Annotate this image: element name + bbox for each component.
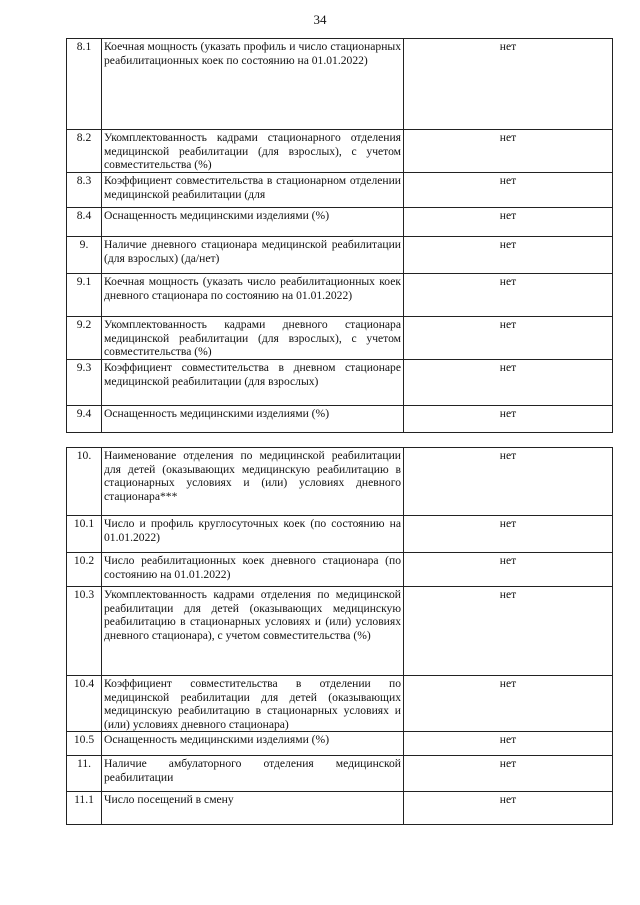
row-indicator: Коэффициент совместительства в отделении по медицинской реабилитации для детей (оказывающих медицинскую реабилитацию в стационарных условиях и (или) условиях дневного стационара) <box>102 676 404 732</box>
row-number: 10.2 <box>67 553 102 587</box>
row-number: 10.4 <box>67 676 102 732</box>
row-indicator: Укомплектованность кадрами стационарного отделения медицинской реабилитации (для взрослых), с учетом совместительства (%) <box>102 130 404 173</box>
table-row <box>67 792 613 825</box>
row-number: 11.1 <box>67 792 102 825</box>
row-indicator: Укомплектованность кадрами отделения по медицинской реабилитации для детей (оказывающих медицинскую реабилитацию в стационарных условиях и (или) условиях дневного стационара), с учетом совместительства (%) <box>102 587 404 676</box>
row-number: 10.1 <box>67 516 102 553</box>
table-row <box>67 274 613 317</box>
row-number: 11. <box>67 756 102 792</box>
row-value: нет <box>404 274 613 317</box>
row-indicator: Оснащенность медицинскими изделиями (%) <box>102 406 404 433</box>
table-row <box>67 756 613 792</box>
row-indicator: Коэффициент совместительства в стационарном отделении медицинской реабилитации (для <box>102 173 404 208</box>
row-value: нет <box>404 317 613 360</box>
row-value: нет <box>404 516 613 553</box>
row-value: нет <box>404 406 613 433</box>
row-number: 9.1 <box>67 274 102 317</box>
row-value: нет <box>404 448 613 516</box>
row-value: нет <box>404 360 613 406</box>
indicators-table-adult-body <box>67 39 613 433</box>
row-value: нет <box>404 39 613 130</box>
row-number: 10. <box>67 448 102 516</box>
table-row <box>67 317 613 360</box>
row-indicator: Число и профиль круглосуточных коек (по состоянию на 01.01.2022) <box>102 516 404 553</box>
row-indicator: Оснащенность медицинскими изделиями (%) <box>102 732 404 756</box>
page-number: 34 <box>313 12 327 27</box>
row-value: нет <box>404 792 613 825</box>
table-row <box>67 208 613 237</box>
row-number: 8.2 <box>67 130 102 173</box>
row-number: 9.2 <box>67 317 102 360</box>
row-number: 10.5 <box>67 732 102 756</box>
row-indicator: Оснащенность медицинскими изделиями (%) <box>102 208 404 237</box>
row-indicator: Число реабилитационных коек дневного стационара (по состоянию на 01.01.2022) <box>102 553 404 587</box>
row-number: 8.1 <box>67 39 102 130</box>
table-row <box>67 39 613 130</box>
row-value: нет <box>404 676 613 732</box>
table-row <box>67 448 613 516</box>
row-number: 9.3 <box>67 360 102 406</box>
row-indicator: Число посещений в смену <box>102 792 404 825</box>
row-value: нет <box>404 756 613 792</box>
table-row <box>67 732 613 756</box>
row-indicator: Коечная мощность (указать профиль и число стационарных реабилитационных коек по состоянию на 01.01.2022) <box>102 39 404 130</box>
row-indicator: Наименование отделения по медицинской реабилитации для детей (оказывающих медицинскую реабилитацию в стационарных условиях и (или) условиях дневного стационара*** <box>102 448 404 516</box>
table-row <box>67 676 613 732</box>
table-row <box>67 553 613 587</box>
row-value: нет <box>404 587 613 676</box>
row-number: 9. <box>67 237 102 274</box>
row-value: нет <box>404 732 613 756</box>
row-value: нет <box>404 130 613 173</box>
table-row <box>67 130 613 173</box>
row-value: нет <box>404 208 613 237</box>
row-value: нет <box>404 553 613 587</box>
row-number: 10.3 <box>67 587 102 676</box>
row-number: 9.4 <box>67 406 102 433</box>
table-row <box>67 360 613 406</box>
row-indicator: Наличие амбулаторного отделения медицинской реабилитации <box>102 756 404 792</box>
table-row <box>67 173 613 208</box>
table-row <box>67 516 613 553</box>
table-row <box>67 587 613 676</box>
row-number: 8.4 <box>67 208 102 237</box>
row-number: 8.3 <box>67 173 102 208</box>
indicators-table-children <box>66 447 613 825</box>
row-value: нет <box>404 173 613 208</box>
row-indicator: Укомплектованность кадрами дневного стационара медицинской реабилитации (для взрослых), с учетом совместительства (%) <box>102 317 404 360</box>
row-indicator: Коечная мощность (указать число реабилитационных коек дневного стационара по состоянию на 01.01.2022) <box>102 274 404 317</box>
row-value: нет <box>404 237 613 274</box>
table-row <box>67 406 613 433</box>
table-row <box>67 237 613 274</box>
indicators-table-adult <box>66 38 613 433</box>
indicators-table-children-body <box>67 448 613 825</box>
row-indicator: Наличие дневного стационара медицинской реабилитации (для взрослых) (да/нет) <box>102 237 404 274</box>
row-indicator: Коэффициент совместительства в дневном стационаре медицинской реабилитации (для взрослых) <box>102 360 404 406</box>
